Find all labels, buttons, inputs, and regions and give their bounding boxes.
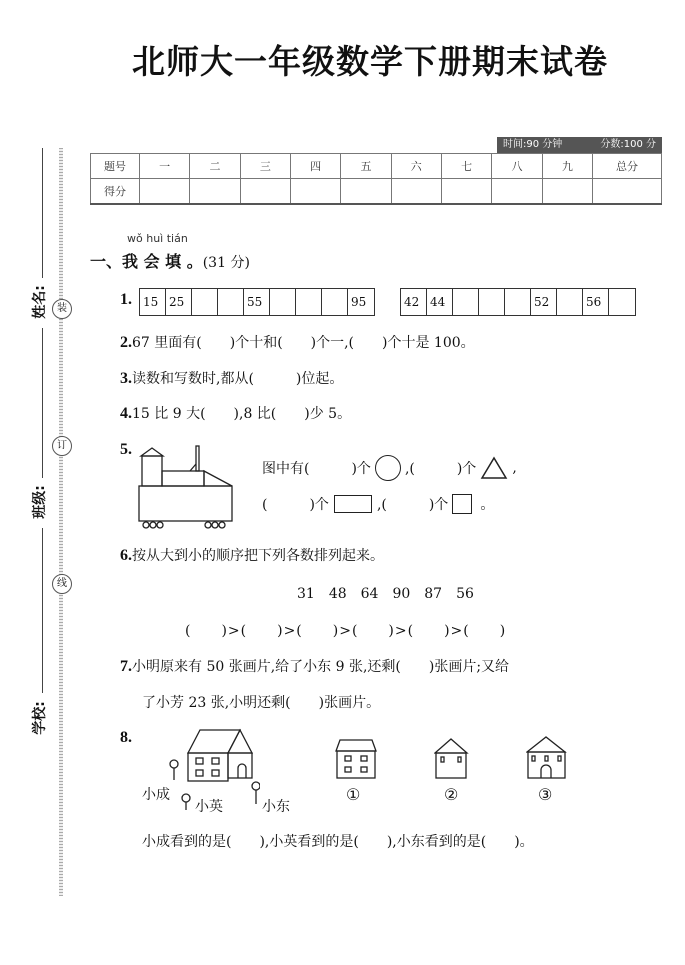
score-cell [341, 179, 391, 205]
question-text: 按从大到小的顺序把下列各数排列起来。 [132, 548, 384, 564]
header-cell: 九 [542, 154, 592, 179]
header-cell: 三 [240, 154, 290, 179]
house-view-front [335, 738, 377, 780]
page-title: 北师大一年级数学下册期末试卷 [132, 42, 608, 81]
square-shape-icon [452, 494, 472, 514]
header-cell: 六 [391, 154, 441, 179]
sequence-blank-cell [479, 289, 505, 315]
question-2 [120, 332, 475, 352]
question-1 [120, 291, 132, 309]
question-number: 3. [120, 370, 132, 387]
sequence-cell: 15 [140, 289, 166, 315]
sequence-blank-cell [557, 289, 583, 315]
school-label: 学校: [31, 701, 48, 735]
sequence-cell: 42 [401, 289, 427, 315]
binding-mark: 订 [52, 436, 72, 456]
circle-shape-icon [375, 455, 401, 481]
question-text: 读数和写数时,都从( )位起。 [132, 371, 344, 387]
question-text: 图中有( )个 [262, 461, 371, 477]
question-text: 15 比 9 大( ),8 比( )少 5。 [132, 406, 352, 422]
question-text: 小明原来有 50 张画片,给了小东 9 张,还剩( )张画片;又给 [132, 659, 510, 675]
section-points: (31 分) [202, 255, 250, 271]
question-text: ( )个 [262, 497, 329, 513]
option-label: ② [444, 785, 459, 804]
score-table-header-row [91, 154, 662, 179]
section-title [90, 249, 250, 272]
house-view-side-door [526, 736, 568, 780]
question-number: 7. [120, 658, 132, 675]
sort-answer-blanks: ( )>( )>( )>( )>( )>( ) [185, 623, 507, 639]
question-number: 6. [120, 547, 132, 564]
score-cell [542, 179, 592, 205]
person-label: 小东 [262, 799, 290, 815]
score-cell [441, 179, 491, 205]
total-score: 分数:100 分 [600, 139, 656, 150]
question-text: ,( )个 [376, 497, 449, 513]
score-table [90, 153, 662, 205]
question-4 [120, 403, 351, 423]
sequence-cell: 25 [166, 289, 192, 315]
question-5-line-2 [262, 494, 494, 514]
question-5-line-1 [262, 455, 517, 481]
question-number: 8. [120, 729, 132, 746]
score-cell [593, 179, 662, 205]
numbers-to-sort: 31 48 64 90 87 56 [297, 586, 474, 602]
sequence-cell: 95 [351, 295, 367, 309]
sequence-cell: 56 [583, 289, 609, 315]
score-cell [190, 179, 240, 205]
train-figure [138, 442, 236, 532]
question-number: 4. [120, 405, 132, 422]
score-cell [492, 179, 542, 205]
header-label: 题号 [91, 154, 140, 179]
header-cell: 二 [190, 154, 240, 179]
binding-mark: 线 [52, 574, 72, 594]
sequence-blank-cell [505, 289, 531, 315]
question-3 [120, 368, 343, 388]
question-8-answer: 小成看到的是( ),小英看到的是( ),小东看到的是( )。 [142, 834, 534, 850]
sequence-blank-cell [322, 289, 348, 315]
header-cell: 五 [341, 154, 391, 179]
question-6 [120, 545, 384, 565]
sequence-blank-cell [192, 289, 218, 315]
row-label: 得分 [91, 179, 140, 205]
sequence-blank-cell [296, 289, 322, 315]
question-number: 1. [120, 291, 132, 308]
score-cell [140, 179, 190, 205]
name-label: 姓名: [31, 285, 48, 319]
person-label: 小成 [142, 787, 170, 803]
sequence-blank-cell [609, 289, 635, 315]
question-number: 2. [120, 334, 132, 351]
option-label: ③ [538, 785, 553, 804]
header-cell: 四 [290, 154, 340, 179]
person-label: 小英 [195, 799, 223, 815]
section-pinyin: wǒ huì tián [127, 232, 188, 245]
sequence-cell: 55 [244, 289, 270, 315]
question-8 [120, 729, 132, 747]
question-text: , [512, 460, 517, 476]
class-label: 班级: [31, 485, 48, 519]
sequence-cell: 52 [531, 289, 557, 315]
school-line [42, 528, 43, 693]
section-title-text: 一、我 会 填 。 [90, 252, 203, 271]
exam-info-bar [497, 137, 662, 153]
question-7-line-2: 了小芳 23 张,小明还剩( )张画片。 [142, 695, 381, 711]
class-line [42, 328, 43, 478]
score-cell [290, 179, 340, 205]
number-sequence-1 [139, 288, 375, 316]
time-limit: 时间:90 分钟 [503, 139, 563, 150]
question-5 [120, 441, 132, 459]
sequence-blank-cell [218, 289, 244, 315]
score-cell [391, 179, 441, 205]
name-line [42, 148, 43, 278]
option-label: ① [346, 785, 361, 804]
triangle-shape-icon [480, 456, 508, 480]
rectangle-shape-icon [334, 495, 372, 513]
header-cell: 七 [441, 154, 491, 179]
score-cell [240, 179, 290, 205]
question-number: 5. [120, 441, 132, 458]
question-text: 。 [480, 497, 495, 513]
header-cell: 总分 [593, 154, 662, 179]
header-cell: 一 [140, 154, 190, 179]
header-cell: 八 [492, 154, 542, 179]
house-view-side [434, 738, 470, 780]
binding-line [59, 148, 63, 896]
sequence-blank-cell [270, 289, 296, 315]
question-7 [120, 656, 509, 676]
number-sequence-2 [400, 288, 636, 316]
score-table-score-row [91, 179, 662, 205]
sequence-cell: 44 [427, 289, 453, 315]
question-text: 67 里面有( )个十和( )个一,( )个十是 100。 [132, 335, 475, 351]
binding-mark: 装 [52, 299, 72, 319]
question-text: ,( )个 [404, 461, 477, 477]
sequence-blank-cell [453, 289, 479, 315]
